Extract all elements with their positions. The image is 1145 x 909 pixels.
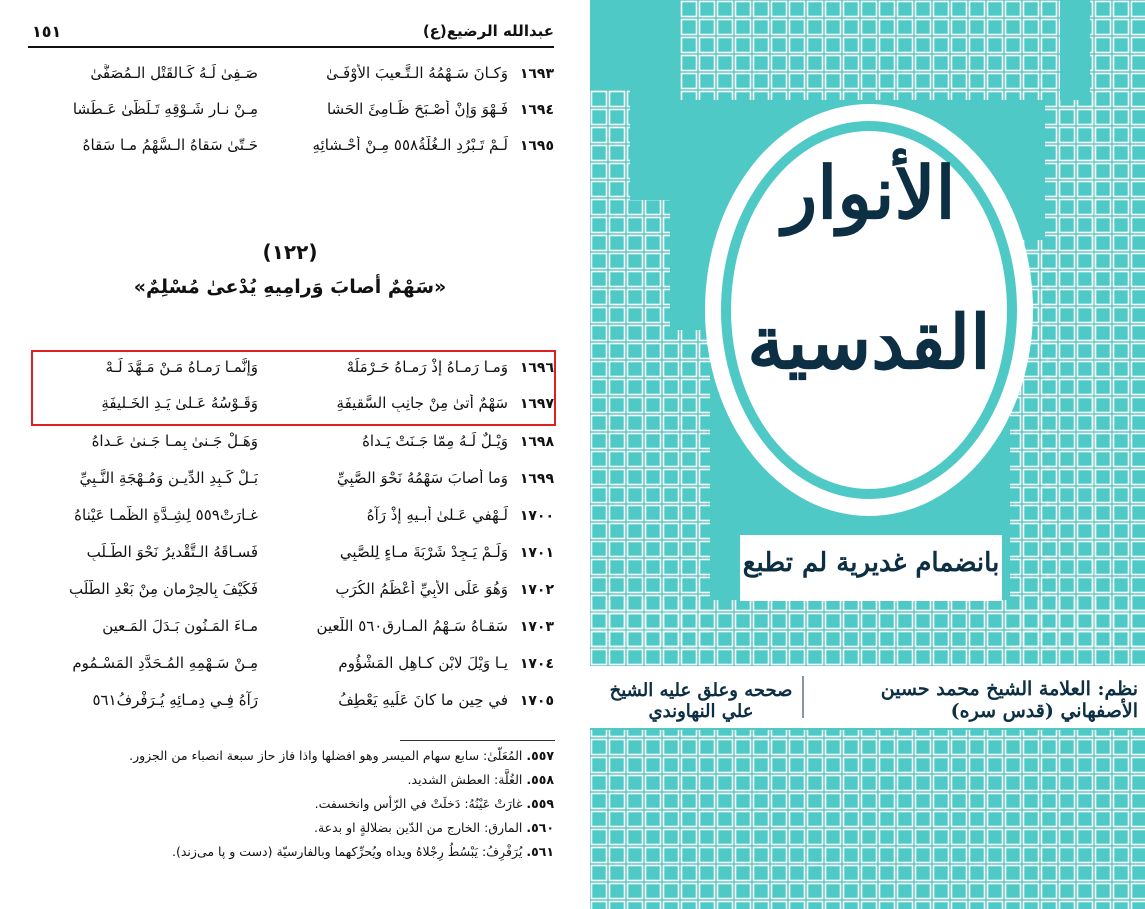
verse-first-hemistich: وَكـانَ سَـهْمُهُ الـتَّـعيبَ الأَوْفَـىٰ [326,64,508,82]
verse-second-hemistich: غـارَتْ٥٥٩ لِشِـدَّةِ الظَّمـا عَيْناهُ [74,506,258,524]
verse-line [28,62,554,94]
verse-first-hemistich: وَيْـلٌ لَـهُ مِمّا جَـنَتْ يَـداهُ [362,432,508,450]
verse-second-hemistich: وَهَـلْ جَـنىٰ بِمـا جَـنىٰ عَـداهُ [91,432,258,450]
footnote-number: ٥٥٧. [526,748,554,763]
verse-line [28,541,554,573]
verse-line [28,356,554,388]
verse-second-hemistich: مِـنْ نـارِ شَـوْقِهِ تَـلَظَّىٰ عَـطَشا [72,100,258,118]
verse-number: ١٦٩٤ [519,102,554,118]
verse-line [28,652,554,684]
verse-first-hemistich: في حِينِ ما كانَ عَلَيهِ يَعْطِفُ [338,691,508,709]
cover-author: نظم: العلامة الشيخ محمد حسين الأصفهاني (قدس سره) [880,678,1138,722]
footnote-rule [400,740,555,741]
header-rule [28,46,554,48]
verse-number: ١٧٠١ [519,545,554,561]
verse-line [28,134,554,166]
verse-first-hemistich: لَـهْفي عَـلىٰ أَبـيهِ إِذْ رَآهُ [366,506,508,524]
verse-second-hemistich: حَـتّىٰ سَقاهُ الـسَّهْمُ مـا سَقاهُ [82,136,258,154]
footnote-text: يُرَفْرِفُ: يَبْسُطُ رِجْلاهُ ويداه ويُحرِّكهما وبالفارسيّة (دست و پا مى‌زند). [172,844,523,859]
verse-second-hemistich: وَإِنَّمـا رَمـاهُ مَـنْ مَـهَّدَ لَـهْ [105,358,258,376]
footnote [34,772,554,787]
verse-first-hemistich: وَلَـمْ يَـجِدْ شَرْبَةَ مـاءٍ لِلصَّبِي [339,543,508,561]
verse-number: ١٦٩٥ [519,138,554,154]
poem-title: «سَهْمٌ أصابَ وَرامِيهِ يُدْعىٰ مُسْلِمٌ» [133,276,447,298]
verse-number: ١٦٩٩ [519,471,554,487]
verse-second-hemistich: فَسـاقَهُ الـتَّقْديرُ نَحْوَ الطَّـلَبِ [86,543,258,561]
verse-line [28,467,554,499]
footnote-text: المُعَلّىٰ: سابع سهام الميسر وهو افضلها واذا فاز حاز سبعة انصباء من الجزور. [129,748,523,763]
footnote-number: ٥٥٨. [526,772,554,787]
cover-subtitle: بانضمام غديرية لم تطبع [742,548,1000,578]
verse-number: ١٧٠٥ [519,693,554,709]
verse-first-hemistich: سَهْمٌ أَتىٰ مِنْ جانِبِ السَّقيفَةِ [336,394,508,412]
verse-number: ١٦٩٦ [519,360,554,376]
verse-second-hemistich: رَآهُ فِـي دِمـائِهِ يُـرَفْرِفُ٥٦١ [92,691,258,709]
verse-line [28,689,554,721]
verse-second-hemistich: وَقَـوْسُهُ عَـلىٰ يَـدِ الخَـليفَةِ [101,394,258,412]
verse-first-hemistich: سَقـاهُ سَـهْمُ المـارِقِ٥٦٠ اللَّعينِ [316,617,508,635]
footnote-number: ٥٥٩. [526,796,554,811]
verse-second-hemistich: مـاءَ المَـنُونِ بَـدَلَ المَـعينِ [102,617,258,635]
cover-author-divider [802,676,804,718]
verse-number: ١٧٠٢ [519,582,554,598]
footnote [34,748,554,763]
footnote-text: غارَتْ عَيْنُهُ: دَخلَتْ في الرّأس وانخسفت. [314,796,523,811]
verse-number: ١٧٠٠ [519,508,554,524]
footnote [34,796,554,811]
verse-number: ١٦٩٧ [519,396,554,412]
footnote-number: ٥٦١. [526,844,554,859]
footnote [34,820,554,835]
cover-title-line1: الأنوار [782,150,956,235]
verse-second-hemistich: صَـفِیٰ لَـهُ كَـالقَتْلِ الـمُصَفَّىٰ [90,64,258,82]
cover-title-line2: القدسية [747,300,991,386]
verse-first-hemistich: يـا وَيْلَ لابْنِ كـاهِلٍ المَشْؤُومِ [338,654,508,672]
poem-number: (١٢٢) [262,240,318,264]
verse-line [28,430,554,462]
header-title: عبدالله الرضيع(ع) [422,22,554,40]
verse-line [28,615,554,647]
verse-number: ١٦٩٨ [519,434,554,450]
verse-second-hemistich: بَـلْ كَـبِدِ الدِّيـنِ وَمُـهْجَةِ النَّـبِيِّ [79,469,258,487]
book-cover [590,0,1145,909]
page-number: ١٥١ [32,22,62,41]
verse-first-hemistich: وَمـا رَمـاهُ إِذْ رَمـاهُ حَـرْمَلَهْ [346,358,508,376]
verse-number: ١٧٠٣ [519,619,554,635]
verse-line [28,392,554,424]
cover-editor: صححه وعلق عليه الشيخ علي النهاوندي [609,680,793,722]
verse-number: ١٦٩٣ [519,66,554,82]
verse-line [28,504,554,536]
verse-first-hemistich: وَما أَصابَ سَهْمُهُ نَحْوَ الصَّبِيِّ [336,469,508,487]
verse-line [28,578,554,610]
verse-first-hemistich: وَهُوَ عَلَى الأَبِيِّ أَعْظَمُ الكُرَبِ [335,580,508,598]
verse-second-hemistich: فَكَيْفَ بِالحِرْمانِ مِنْ بَعْدِ الطَّلَبِ [69,580,258,598]
footnote-number: ٥٦٠. [526,820,554,835]
footnote [34,844,554,859]
verse-first-hemistich: لَـمْ تَـبْرُدِ الـغُلَّةُ٥٥٨ مِـنْ أحْـشائِهِ [312,136,508,154]
verse-second-hemistich: مِـنْ سَـهْمِهِ المُـحَدَّدِ المَسْـمُومِ [72,654,258,672]
verse-number: ١٧٠٤ [519,656,554,672]
footnote-text: المارق: الخارج من الدّين بضلالةٍ او بدعة. [313,820,523,835]
verse-line [28,98,554,130]
running-header [28,22,554,46]
footnote-text: الغُلَّة: العطش الشديد. [407,772,523,787]
verse-first-hemistich: فَـهْوَ وَإنْ أَصْـبَحَ ظَـامِئَ الحَشا [326,100,508,118]
